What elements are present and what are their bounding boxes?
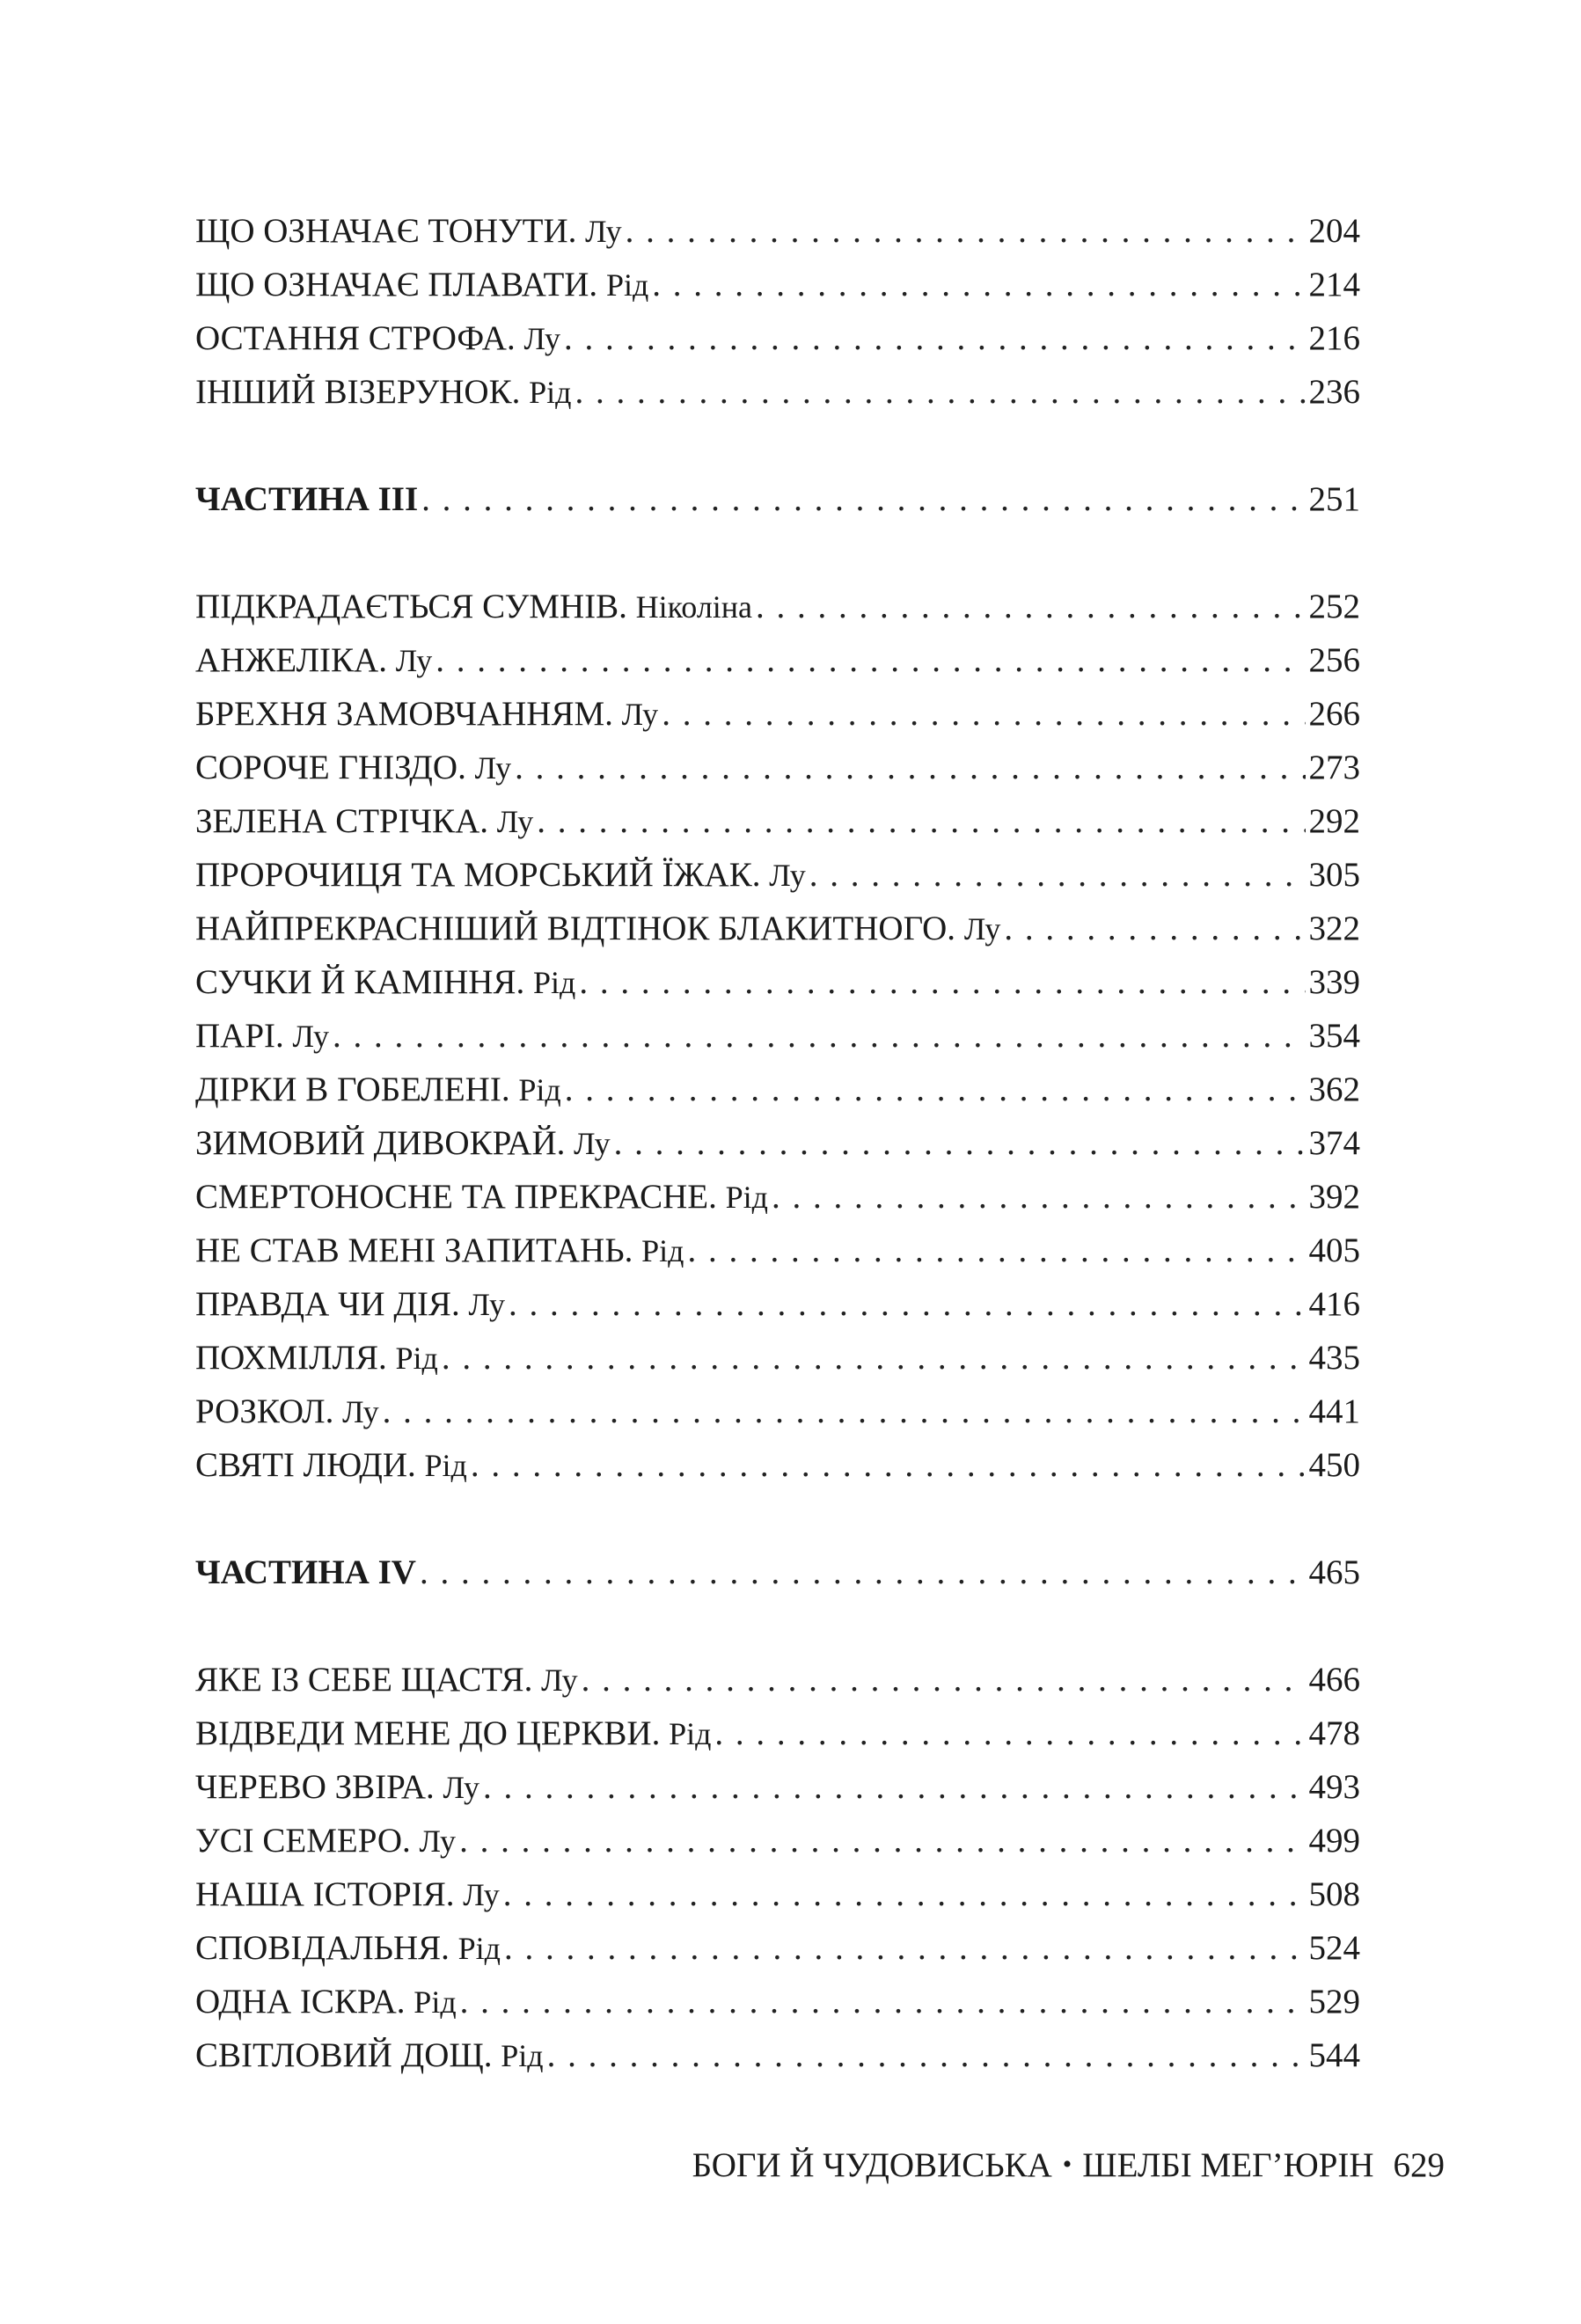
toc-leader-dots bbox=[614, 1116, 1306, 1170]
toc-entry-page: 216 bbox=[1308, 319, 1360, 357]
toc-entry-title: НЕ СТАВ МЕНІ ЗАПИТАНЬ. Рід bbox=[195, 1231, 684, 1269]
toc-leader-dots bbox=[333, 1009, 1305, 1063]
toc-entry-title: ПІДКРАДАЄТЬСЯ СУМНІВ. Ніколіна bbox=[195, 588, 753, 625]
toc-entry-title: СУЧКИ Й КАМІННЯ. Рід bbox=[195, 963, 576, 1001]
toc-entry-page: 441 bbox=[1308, 1392, 1360, 1430]
section-gap bbox=[195, 419, 1360, 472]
toc-entry bbox=[195, 1814, 1360, 1867]
toc-entry-title: АНЖЕЛІКА. Лу bbox=[195, 641, 433, 679]
toc-leader-dots bbox=[509, 1277, 1306, 1331]
toc-entry bbox=[195, 1009, 1360, 1063]
toc-part-heading bbox=[195, 1546, 1360, 1599]
toc-entry-title: ЧЕРЕВО ЗВІРА. Лу bbox=[195, 1768, 480, 1806]
toc-entry-page: 544 bbox=[1308, 2036, 1360, 2074]
toc-leader-dots bbox=[483, 1760, 1305, 1814]
toc-entry-title: ЗЕЛЕНА СТРІЧКА. Лу bbox=[195, 802, 534, 840]
toc-entry-page: 508 bbox=[1308, 1875, 1360, 1913]
toc-leader-dots bbox=[460, 1975, 1306, 2028]
toc-entry-page: 204 bbox=[1308, 212, 1360, 250]
toc-entry-page: 322 bbox=[1308, 910, 1360, 947]
toc-entry-title: БРЕХНЯ ЗАМОВЧАННЯМ. Лу bbox=[195, 695, 659, 733]
toc-entry-title: ЗИМОВИЙ ДИВОКРАЙ. Лу bbox=[195, 1124, 611, 1162]
toc-entry bbox=[195, 1760, 1360, 1814]
toc-leader-dots bbox=[504, 1921, 1306, 1975]
toc-entry bbox=[195, 1063, 1360, 1116]
toc-entry-title: СМЕРТОНОСНЕ ТА ПРЕКРАСНЕ. Рід bbox=[195, 1178, 768, 1216]
toc-leader-dots bbox=[565, 1063, 1306, 1116]
toc-entry-page: 339 bbox=[1308, 963, 1360, 1001]
toc-entry-page: 493 bbox=[1308, 1768, 1360, 1806]
toc-entry bbox=[195, 1224, 1360, 1277]
toc-part-heading bbox=[195, 472, 1360, 526]
toc-leader-dots bbox=[503, 1867, 1306, 1921]
toc-entry-page: 416 bbox=[1308, 1285, 1360, 1323]
toc-entry-page: 266 bbox=[1308, 695, 1360, 733]
toc-entry-title: ОДНА ІСКРА. Рід bbox=[195, 1983, 457, 2021]
toc-entry-page: 374 bbox=[1308, 1124, 1360, 1162]
toc-leader-dots bbox=[421, 472, 1305, 526]
toc-entry-title: СВІТЛОВИЙ ДОЩ. Рід bbox=[195, 2036, 544, 2074]
toc-entry-page: 292 bbox=[1308, 802, 1360, 840]
toc-entry bbox=[195, 311, 1360, 365]
toc-leader-dots bbox=[714, 1706, 1305, 1760]
toc-leader-dots bbox=[436, 633, 1305, 687]
toc-entry-title: НАША ІСТОРІЯ. Лу bbox=[195, 1875, 500, 1913]
toc-entry-title: ПОХМІЛЛЯ. Рід bbox=[195, 1339, 438, 1377]
toc-leader-dots bbox=[459, 1814, 1305, 1867]
toc-entry-page: 435 bbox=[1308, 1339, 1360, 1377]
toc-leader-dots bbox=[772, 1170, 1306, 1224]
toc-entry-page: 362 bbox=[1308, 1071, 1360, 1108]
toc-entry-page: 478 bbox=[1308, 1714, 1360, 1752]
toc-leader-dots bbox=[1004, 902, 1305, 955]
toc-entry bbox=[195, 902, 1360, 955]
toc-entry bbox=[195, 1277, 1360, 1331]
toc-entry-page: 450 bbox=[1308, 1446, 1360, 1484]
toc-leader-dots bbox=[383, 1385, 1306, 1438]
toc-leader-dots bbox=[471, 1438, 1306, 1492]
toc-entry-title: СВЯТІ ЛЮДИ. Рід bbox=[195, 1446, 467, 1484]
toc-entry-page: 392 bbox=[1308, 1178, 1360, 1216]
toc-entry-page: 236 bbox=[1308, 373, 1360, 411]
toc-leader-dots bbox=[582, 1653, 1306, 1706]
toc-entry-title: НАЙПРЕКРАСНІШИЙ ВІДТІНОК БЛАКИТНОГО. Лу bbox=[195, 910, 1001, 947]
footer-author: ШЕЛБІ МЕГ’ЮРІН bbox=[1082, 2146, 1374, 2184]
toc-entry-page: 273 bbox=[1308, 749, 1360, 786]
toc-entry-title: ПРОРОЧИЦЯ ТА МОРСЬКИЙ ЇЖАК. Лу bbox=[195, 856, 806, 894]
toc-entry bbox=[195, 1706, 1360, 1760]
toc-entry-title: ЩО ОЗНАЧАЄ ТОНУТИ. Лу bbox=[195, 212, 622, 250]
footer-bullet: • bbox=[1062, 2150, 1072, 2179]
part-page: 465 bbox=[1308, 1553, 1360, 1591]
toc-entry-title: ДІРКИ В ГОБЕЛЕНІ. Рід bbox=[195, 1071, 561, 1108]
toc-leader-dots bbox=[756, 580, 1305, 633]
toc-entry-page: 405 bbox=[1308, 1231, 1360, 1269]
toc-entry bbox=[195, 204, 1360, 258]
toc-entry bbox=[195, 1921, 1360, 1975]
toc-entry bbox=[195, 955, 1360, 1009]
toc-entry bbox=[195, 1116, 1360, 1170]
toc-entry-title: ПАРІ. Лу bbox=[195, 1017, 330, 1055]
toc-entry-page: 256 bbox=[1308, 641, 1360, 679]
part-title: ЧАСТИНА III bbox=[195, 480, 419, 518]
toc-entry-title: СПОВІДАЛЬНЯ. Рід bbox=[195, 1929, 501, 1967]
toc-entry bbox=[195, 258, 1360, 311]
toc-entry bbox=[195, 1867, 1360, 1921]
toc-entry bbox=[195, 1975, 1360, 2028]
toc-entry-title: ІНШИЙ ВІЗЕРУНОК. Рід bbox=[195, 373, 572, 411]
toc-entry-page: 305 bbox=[1308, 856, 1360, 894]
toc-leader-dots bbox=[547, 2028, 1306, 2082]
toc-entry-title: СОРОЧЕ ГНІЗДО. Лу bbox=[195, 749, 512, 786]
toc-entry-title: РОЗКОЛ. Лу bbox=[195, 1392, 379, 1430]
toc-entry-page: 524 bbox=[1308, 1929, 1360, 1967]
toc-entry-page: 529 bbox=[1308, 1983, 1360, 2021]
toc-entry-page: 466 bbox=[1308, 1661, 1360, 1699]
toc-leader-dots bbox=[420, 1546, 1306, 1599]
toc-entry bbox=[195, 794, 1360, 848]
part-title: ЧАСТИНА IV bbox=[195, 1553, 416, 1591]
toc-entry bbox=[195, 1438, 1360, 1492]
toc-leader-dots bbox=[575, 365, 1305, 419]
toc-entry-title: ЯКЕ ІЗ СЕБЕ ЩАСТЯ. Лу bbox=[195, 1661, 578, 1699]
toc-leader-dots bbox=[537, 794, 1305, 848]
toc-entry-page: 214 bbox=[1308, 266, 1360, 303]
toc-entry bbox=[195, 1331, 1360, 1385]
toc-entry-title: ОСТАННЯ СТРОФА. Лу bbox=[195, 319, 560, 357]
page-footer bbox=[0, 2140, 1445, 2190]
toc-entry bbox=[195, 580, 1360, 633]
toc-entry bbox=[195, 365, 1360, 419]
section-gap bbox=[195, 1492, 1360, 1546]
footer-book-title: БОГИ Й ЧУДОВИСЬКА bbox=[692, 2146, 1052, 2184]
section-gap bbox=[195, 1599, 1360, 1653]
section-gap bbox=[195, 526, 1360, 580]
toc-entry-page: 252 bbox=[1308, 588, 1360, 625]
toc-entry bbox=[195, 1170, 1360, 1224]
toc-leader-dots bbox=[626, 204, 1306, 258]
toc-leader-dots bbox=[515, 741, 1305, 794]
toc-entry bbox=[195, 741, 1360, 794]
footer-page-number: 629 bbox=[1393, 2146, 1445, 2184]
toc-leader-dots bbox=[579, 955, 1305, 1009]
toc-entry bbox=[195, 687, 1360, 741]
toc-entry bbox=[195, 633, 1360, 687]
toc-entry bbox=[195, 1385, 1360, 1438]
toc-entry-title: ВІДВЕДИ МЕНЕ ДО ЦЕРКВИ. Рід bbox=[195, 1714, 712, 1752]
toc-entry bbox=[195, 2028, 1360, 2082]
toc-leader-dots bbox=[652, 258, 1305, 311]
toc-entry-title: УСІ СЕМЕРО. Лу bbox=[195, 1822, 457, 1860]
part-page: 251 bbox=[1308, 480, 1360, 518]
toc-leader-dots bbox=[564, 311, 1306, 365]
toc-entry bbox=[195, 848, 1360, 902]
toc-leader-dots bbox=[442, 1331, 1306, 1385]
toc-entry-page: 354 bbox=[1308, 1017, 1360, 1055]
toc-entry-title: ЩО ОЗНАЧАЄ ПЛАВАТИ. Рід bbox=[195, 266, 649, 303]
toc-entry-page: 499 bbox=[1308, 1822, 1360, 1860]
toc-entry-title: ПРАВДА ЧИ ДІЯ. Лу bbox=[195, 1285, 505, 1323]
toc-entry bbox=[195, 1653, 1360, 1706]
toc-leader-dots bbox=[662, 687, 1305, 741]
toc-leader-dots bbox=[809, 848, 1306, 902]
table-of-contents bbox=[195, 204, 1360, 2082]
toc-leader-dots bbox=[687, 1224, 1305, 1277]
